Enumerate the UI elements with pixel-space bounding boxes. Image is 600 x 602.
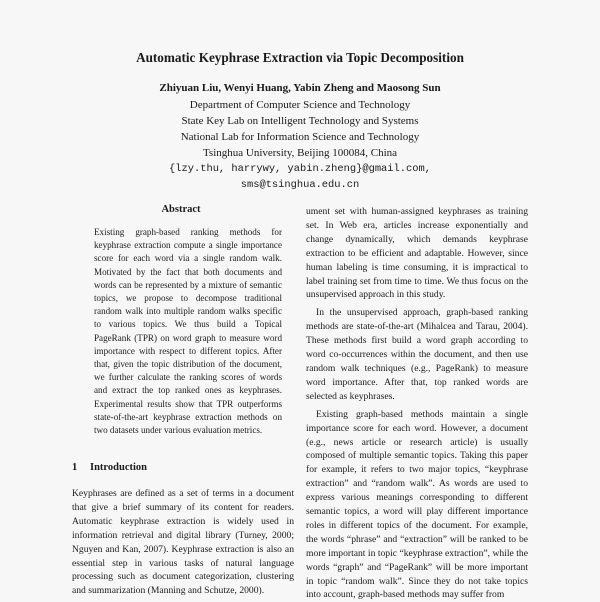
- section-heading: [72, 462, 147, 473]
- email-line: sms@tsinghua.edu.cn: [240, 179, 360, 191]
- affiliation-line: Tsinghua University, Beijing 100084, China: [202, 147, 398, 159]
- section-number: 1: [72, 462, 78, 473]
- author-list: Zhiyuan Liu, Wenyi Huang, Yabin Zheng and Maosong Sun: [159, 82, 441, 94]
- email-line: {lzy.thu, harrywy, yabin.zheng}@gmail.com,: [169, 163, 431, 175]
- affiliation-line: National Lab for Information Science and Technology: [180, 131, 420, 143]
- affiliation-line: Department of Computer Science and Technology: [189, 99, 411, 111]
- abstract-heading: Abstract: [161, 204, 201, 215]
- paragraph: In the unsupervised approach, graph-based ranking methods are state-of-the-art (Mihalcea and Tarau, 2004). These methods first build a word graph according to word co-occurrences within the document, and then use random walk techniques (e.g., PageRank) to measure word importance. After that, top ranked words are selected as keyphrases.: [306, 307, 528, 402]
- section-title: Introduction: [90, 462, 147, 473]
- abstract-text: Existing graph-based ranking methods for keyphrase extraction compute a single importance score for each word via a single random walk. Motivated by the fact that both documents and words can be represented by a mixture of semantic topics, we propose to decompose traditional random walk into multiple random walks specific to various topics. We thus build a Topical PageRank (TPR) on word graph to measure word importance with respect to different topics. After that, given the topic distribution of the document, we further calculate the ranking scores of words and extract the top ranked ones as keyphrases. Experimental results show that TPR outperforms state-of-the-art keyphrase extraction methods on two datasets under various evaluation metrics.: [94, 227, 282, 436]
- left-column: [72, 487, 294, 598]
- paragraph: Existing graph-based methods maintain a single importance score for each word. However, a document (e.g., news article or research article) is usually composed of multiple semantic topics. Taking this paper for example, it refers to two major topics, “keyphrase extraction” and “random walk”. As words are used to express various meanings corresponding to different semantic topics, a word will play different importance roles in different topics of the document. For example, the words “phrase” and “extraction” will be ranked to be more important in topic “keyphrase extraction”, while the words “graph” and “PageRank” will be more important in topic “random walk”. Since they do not take topics into account, graph-based methods may suffer from: [306, 408, 528, 601]
- paragraph: Keyphrases are defined as a set of terms in a document that give a brief summary of its content for readers. Automatic keyphrase extraction is widely used in information retrieval and digital library (Turney, 2000; Nguyen and Kan, 2007). Keyphrase extraction is also an essential step in various tasks of natural language processing such as document categorization, clustering and summarization (Manning and Schutze, 2000).: [72, 488, 294, 597]
- right-column: [306, 205, 528, 602]
- paragraph: ument set with human-assigned keyphrases as training set. In Web era, articles increase exponentially and change dynamically, which demands keyphrase extraction to be efficient and adaptable. However, since human labeling is time consuming, it is impractical to label training set from time to time. We thus focus on the unsupervised approach in this study.: [306, 206, 528, 301]
- paper-title: Automatic Keyphrase Extraction via Topic Decomposition: [136, 50, 464, 65]
- affiliation-line: State Key Lab on Intelligent Technology and Systems: [181, 115, 419, 127]
